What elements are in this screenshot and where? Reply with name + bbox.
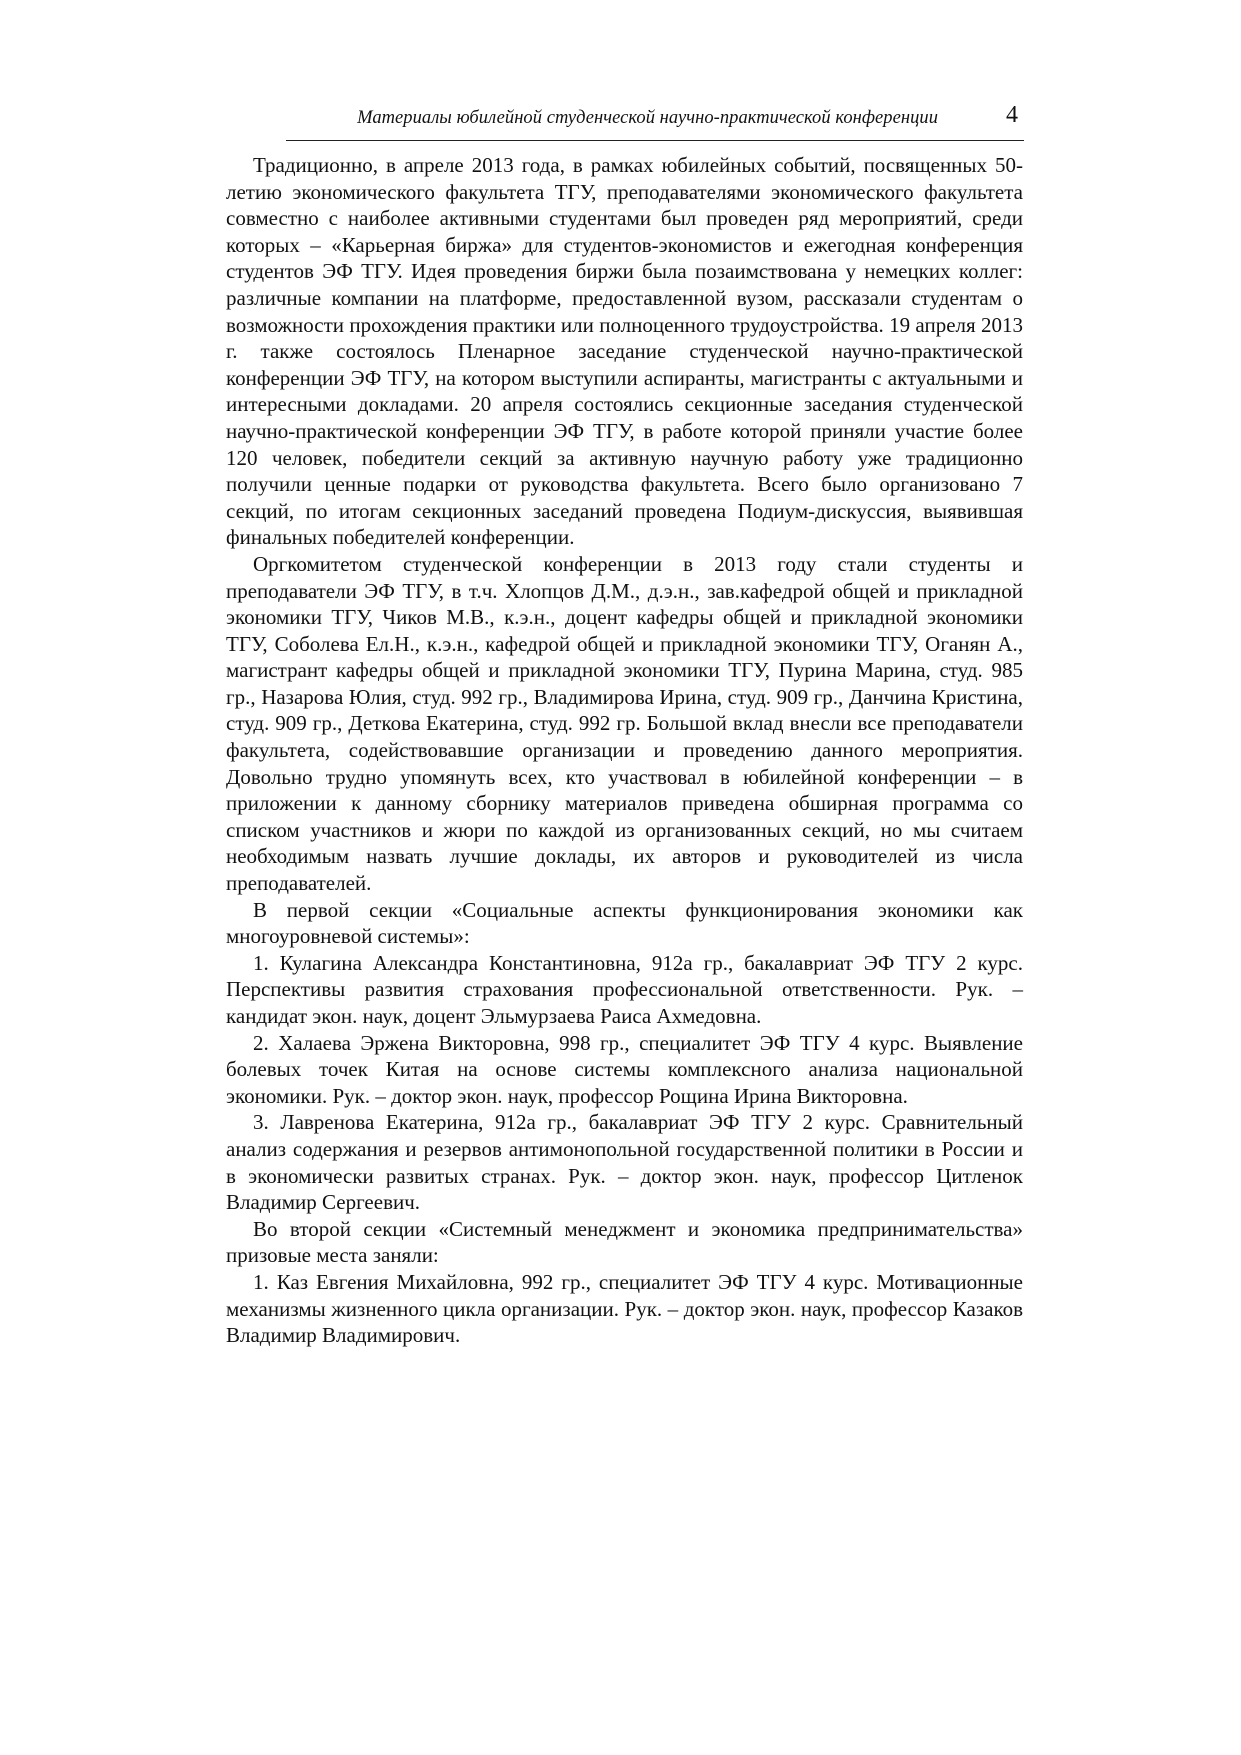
running-header [286, 100, 1024, 141]
body-text [226, 152, 1023, 1349]
list-item-section-1-place-2: 2. Халаева Эржена Викторовна, 998 гр., специалитет ЭФ ТГУ 4 курс. Выявление болевых точек Китая на основе системы комплексного анализа национальной экономики. Рук. – доктор экон. наук, профессор Рощина Ирина Викторовна. [226, 1030, 1023, 1108]
paragraph-section-2-heading: Во второй секции «Системный менеджмент и экономика предпринимательства» призовые места заняли: [226, 1216, 1023, 1268]
paragraph-orgcommittee: Оргкомитетом студенческой конференции в 2013 году стали студенты и преподаватели ЭФ ТГУ, в т.ч. Хлопцов Д.М., д.э.н., зав.кафедрой общей и прикладной экономики ТГУ, Чиков М.В., к.э.н., доцент кафедры общей и прикладной экономики ТГУ, Соболева Ел.Н., к.э.н., кафедрой общей и прикладной экономики ТГУ, Оганян А., магистрант кафедры общей и прикладной экономики ТГУ, Пурина Марина, студ. 985 гр., Назарова Юлия, студ. 992 гр., Владимирова Ирина, студ. 909 гр., Данчина Кристина, студ. 909 гр., Деткова Екатерина, студ. 992 гр. Большой вклад внесли все преподаватели факультета, содействовавшие организации и проведению данного мероприятия. Довольно трудно упомянуть всех, кто участвовал в юбилейной конференции – в приложении к данному сборнику материалов приведена обширная программа со списком участников и жюри по каждой из организованных секций, но мы считаем необходимым назвать лучшие доклады, их авторов и руководителей из числа преподавателей. [226, 551, 1023, 896]
list-item-section-1-place-3: 3. Лавренова Екатерина, 912а гр., бакалавриат ЭФ ТГУ 2 курс. Сравнительный анализ содержания и резервов антимонопольной государственной политики в России и в экономически развитых странах. Рук. – доктор экон. наук, профессор Цитленок Владимир Сергеевич. [226, 1110, 1023, 1215]
header-title: Материалы юбилейной студенческой научно-практической конференции [357, 108, 938, 128]
paragraph-intro: Традиционно, в апреле 2013 года, в рамках юбилейных событий, посвященных 50-летию экономического факультета ТГУ, преподавателями экономического факультета совместно с наиболее активными студентами был проведен ряд мероприятий, среди которых – «Карьерная биржа» для студентов-экономистов и ежегодная конференция студентов ЭФ ТГУ. Идея проведения биржи была позаимствована у немецких коллег: различные компании на платформе, предоставленной вузом, рассказали студентам о возможности прохождения практики или полноценного трудоустройства. 19 апреля 2013 г. также состоялось Пленарное заседание студенческой научно-практической конференции ЭФ ТГУ, на котором выступили аспиранты, магистранты с актуальными и интересными докладами. 20 апреля состоялись секционные заседания студенческой научно-практической конференции ЭФ ТГУ, в работе которой приняли участие более 120 человек, победители секций за активную научную работу уже традиционно получили ценные подарки от руководства факультета. Всего было организовано 7 секций, по итогам секционных заседаний проведена Подиум-дискуссия, выявившая финальных победителей конференции. [226, 153, 1023, 550]
paragraph-section-1-heading: В первой секции «Социальные аспекты функционирования экономики как многоуровневой системы»: [226, 897, 1023, 949]
page-number: 4 [1006, 102, 1018, 128]
list-item-section-2-place-1: 1. Каз Евгения Михайловна, 992 гр., специалитет ЭФ ТГУ 4 курс. Мотивационные механизмы жизненного цикла организации. Рук. – доктор экон. наук, профессор Казаков Владимир Владимирович. [226, 1269, 1023, 1348]
list-item-section-1-place-1: 1. Кулагина Александра Константиновна, 912а гр., бакалавриат ЭФ ТГУ 2 курс. Перспективы развития страхования профессиональной ответственности. Рук. – кандидат экон. наук, доцент Эльмурзаева Раиса Ахмедовна. [226, 950, 1023, 1028]
